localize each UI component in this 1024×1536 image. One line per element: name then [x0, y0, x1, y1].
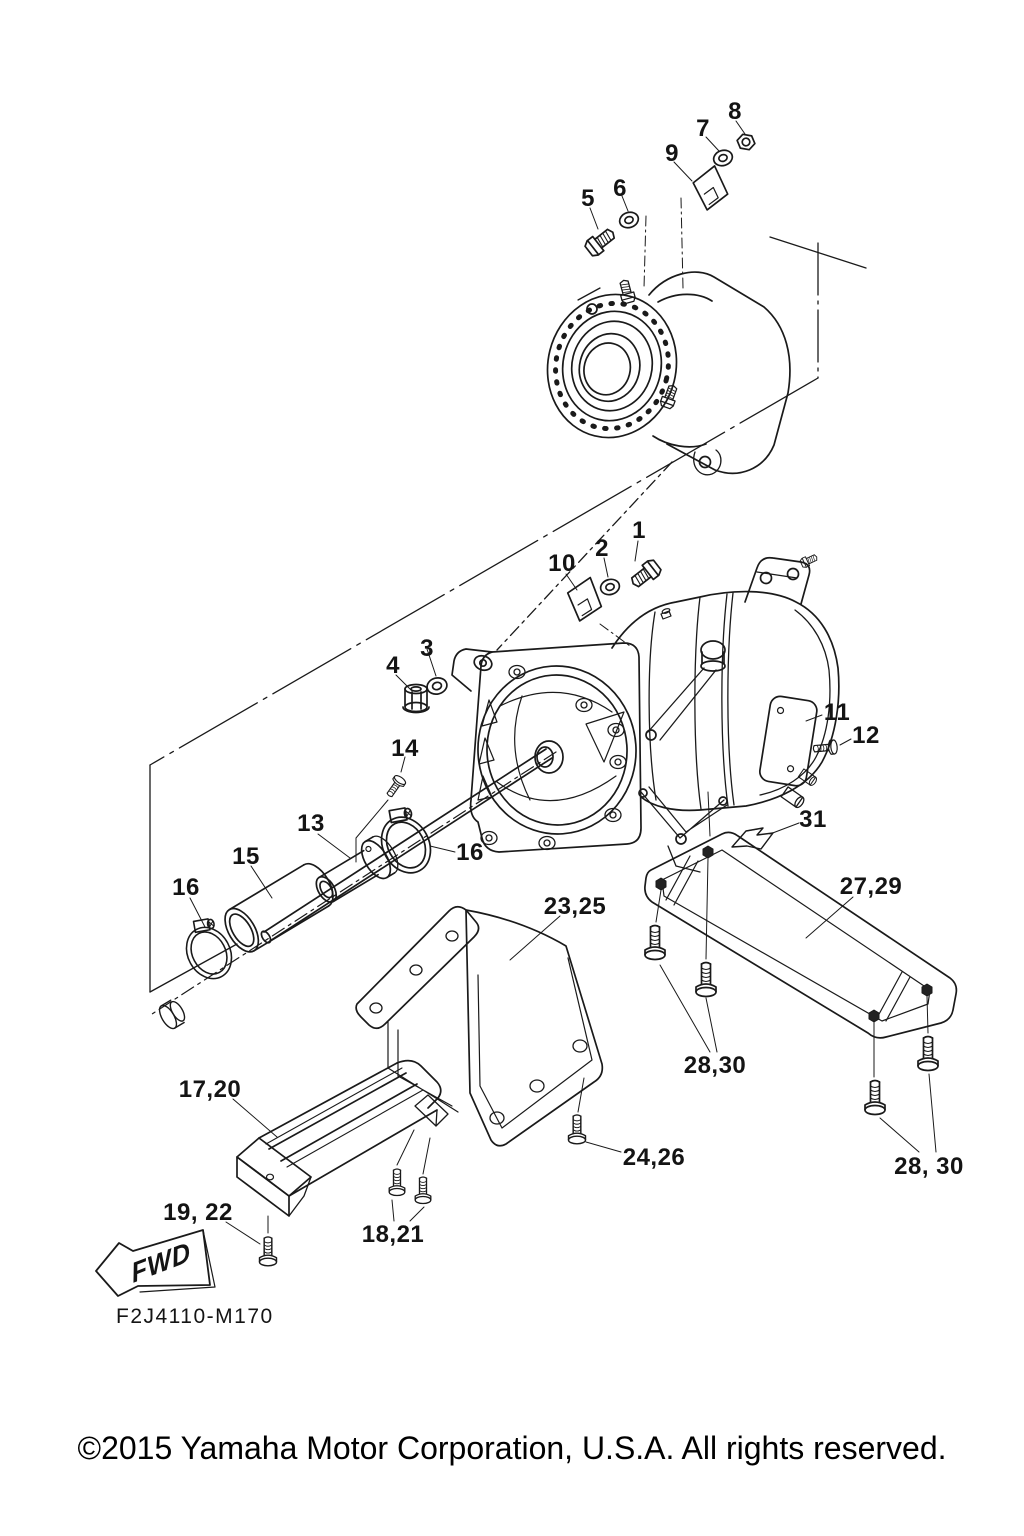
callout-31: 31	[799, 806, 827, 833]
nut-8-icon	[736, 134, 756, 151]
callout-3: 3	[420, 635, 434, 662]
callout-17-20: 17,20	[178, 1076, 242, 1103]
callout-2: 2	[595, 535, 609, 562]
callout-5: 5	[581, 185, 595, 212]
diagram-code: F2J4110-M170	[116, 1305, 274, 1328]
washer-7-icon	[712, 148, 735, 168]
jet-pump-unit	[452, 552, 839, 872]
callout-24-26: 24,26	[622, 1144, 686, 1171]
callout-11: 11	[823, 699, 851, 726]
callout-16-left: 16	[172, 874, 200, 901]
washer-3-icon	[425, 676, 448, 696]
shaft-leader-lines	[190, 834, 455, 927]
screw-24-26-icon	[569, 1078, 622, 1152]
bolt-1-icon	[628, 558, 663, 591]
bracket-10-icon	[566, 577, 602, 622]
callout-9: 9	[665, 140, 679, 167]
callout-4: 4	[386, 652, 400, 679]
callout-10: 10	[548, 550, 576, 577]
screw-19-22-icon	[226, 1216, 277, 1266]
callout-8: 8	[728, 98, 742, 125]
phantom-plane-lines	[150, 237, 866, 992]
callout-16-right: 16	[456, 839, 484, 866]
washer-2-icon	[599, 577, 621, 596]
callout-19-22: 19, 22	[163, 1199, 233, 1226]
fwd-arrow-label: FWD	[129, 1236, 193, 1289]
intake-grate	[233, 1061, 448, 1216]
callout-6: 6	[613, 175, 627, 202]
callout-23-25: 23,25	[543, 893, 607, 920]
clip-31-icon	[732, 823, 799, 849]
callout-14: 14	[391, 735, 419, 762]
bolt-5-icon	[583, 225, 618, 258]
copyright-text: ©2015 Yamaha Motor Corporation, U.S.A. All rights reserved.	[77, 1430, 947, 1466]
callout-28-30-left: 28,30	[683, 1052, 747, 1079]
washer-6-icon	[618, 210, 641, 230]
callout-27-29: 27,29	[839, 873, 903, 900]
callout-28-30-right: 28, 30	[894, 1153, 964, 1180]
callout-13: 13	[297, 810, 325, 837]
bracket-23-25	[356, 907, 602, 1146]
callout-15: 15	[232, 843, 260, 870]
callout-7: 7	[696, 115, 710, 142]
callout-18-21: 18,21	[361, 1221, 425, 1248]
callout-1: 1	[632, 517, 646, 544]
screws-18-21	[389, 1130, 431, 1221]
bearing-housing	[532, 272, 789, 475]
bracket-9-icon	[691, 165, 730, 212]
callout-12: 12	[852, 722, 880, 749]
